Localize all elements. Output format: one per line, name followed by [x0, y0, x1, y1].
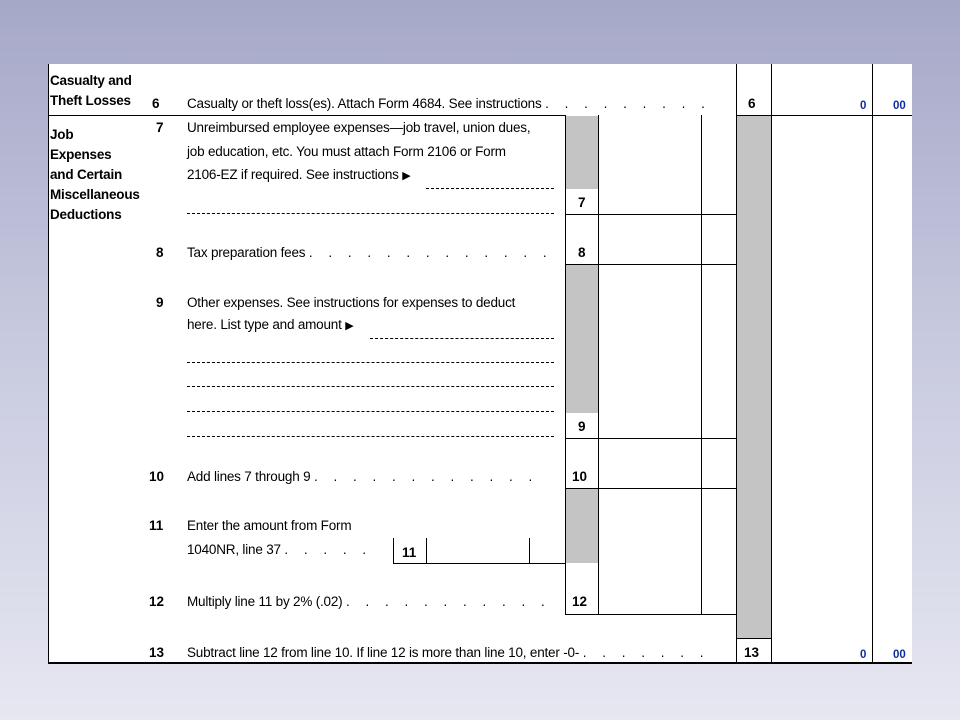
line13-text: Subtract line 12 from line 10. If line 12 is more than line 10, enter -0- . . . . . . .	[187, 645, 710, 660]
line11-box-bottom	[393, 563, 565, 564]
col-inner-cents	[701, 115, 702, 615]
line9-entry-2[interactable]	[187, 362, 554, 363]
line7-box-number: 7	[578, 195, 586, 210]
line9-entry-3[interactable]	[187, 386, 554, 387]
line11-number: 11	[149, 518, 164, 533]
line12-box-number: 12	[572, 594, 588, 609]
line7-text-3: 2106-EZ if required. See instructions ▶	[187, 167, 411, 182]
shade-line9	[566, 265, 598, 413]
col-cents-left	[872, 64, 873, 664]
line10-text: Add lines 7 through 9 . . . . . . . . . . . .	[187, 469, 539, 484]
col-inner-box	[598, 115, 599, 615]
line7-amount-input[interactable]	[600, 192, 700, 214]
line13-box-number: 13	[744, 645, 760, 660]
line10-box-number: 10	[572, 469, 588, 484]
section-job-label: Job Expenses and Certain Miscellaneous Deductions	[50, 127, 140, 222]
line7-number: 7	[156, 120, 164, 135]
line12-number: 12	[149, 594, 165, 609]
line9-number: 9	[156, 295, 164, 310]
line8-number: 8	[156, 245, 164, 260]
line9-entry-4[interactable]	[187, 411, 554, 412]
line7-row-rule	[565, 214, 737, 215]
line9-box-number: 9	[578, 419, 586, 434]
section-divider	[48, 115, 566, 116]
line11-box-cents	[529, 538, 530, 564]
line7-text-2: job education, etc. You must attach Form 2106 or Form	[187, 144, 506, 159]
tax-form-section	[48, 64, 912, 664]
line11-amount-input[interactable]	[428, 538, 528, 563]
line13-number: 13	[149, 645, 165, 660]
line7-entry-1[interactable]	[426, 188, 554, 189]
line8-amount-input[interactable]	[600, 241, 700, 263]
line9-amount-input[interactable]	[600, 415, 700, 437]
line9-entry-5[interactable]	[187, 436, 554, 437]
section-casualty-label: Casualty and Theft Losses	[50, 73, 132, 108]
shade-line7	[566, 116, 598, 189]
line7-entry-2[interactable]	[187, 213, 554, 214]
line12-text: Multiply line 11 by 2% (.02) . . . . . . . . . . .	[187, 594, 551, 609]
line8-box-number: 8	[578, 245, 586, 260]
right-triangle-icon: ▶	[345, 320, 354, 332]
line11-text-1: Enter the amount from Form	[187, 518, 352, 533]
line9-row-rule	[565, 438, 737, 439]
line7-text-1: Unreimbursed employee expenses—job travel, union dues,	[187, 120, 531, 135]
line13-dollars[interactable]: 0	[860, 649, 867, 661]
line11-text-2: 1040NR, line 37 . . . . .	[187, 542, 373, 557]
line11-box-mid	[426, 538, 427, 564]
line9-entry-1[interactable]	[370, 338, 554, 339]
line13-box-top	[736, 638, 772, 639]
line12-row-rule	[565, 614, 737, 615]
shade-main-column	[737, 116, 771, 638]
line11-box-number: 11	[402, 545, 417, 560]
line9-text-2: here. List type and amount ▶	[187, 317, 354, 332]
line6-box-number: 6	[748, 96, 756, 111]
line12-amount-input[interactable]	[600, 591, 700, 613]
line13-cents[interactable]: 00	[893, 649, 906, 661]
col-dollars-left	[771, 64, 772, 664]
right-triangle-icon: ▶	[402, 170, 411, 182]
line6-number: 6	[152, 96, 160, 111]
line6-text: Casualty or theft loss(es). Attach Form 4684. See instructions . . . . . . . . .	[187, 96, 711, 111]
line10-number: 10	[149, 469, 165, 484]
line8-text: Tax preparation fees . . . . . . . . . . . . .	[187, 245, 553, 260]
left-margin-line	[48, 64, 49, 664]
shade-line11	[566, 489, 598, 563]
line9-text-1: Other expenses. See instructions for expenses to deduct	[187, 295, 516, 310]
line11-box-left	[393, 538, 394, 564]
line10-amount-input[interactable]	[600, 465, 700, 487]
line6-cents[interactable]: 00	[893, 100, 906, 112]
line6-dollars[interactable]: 0	[860, 100, 867, 112]
